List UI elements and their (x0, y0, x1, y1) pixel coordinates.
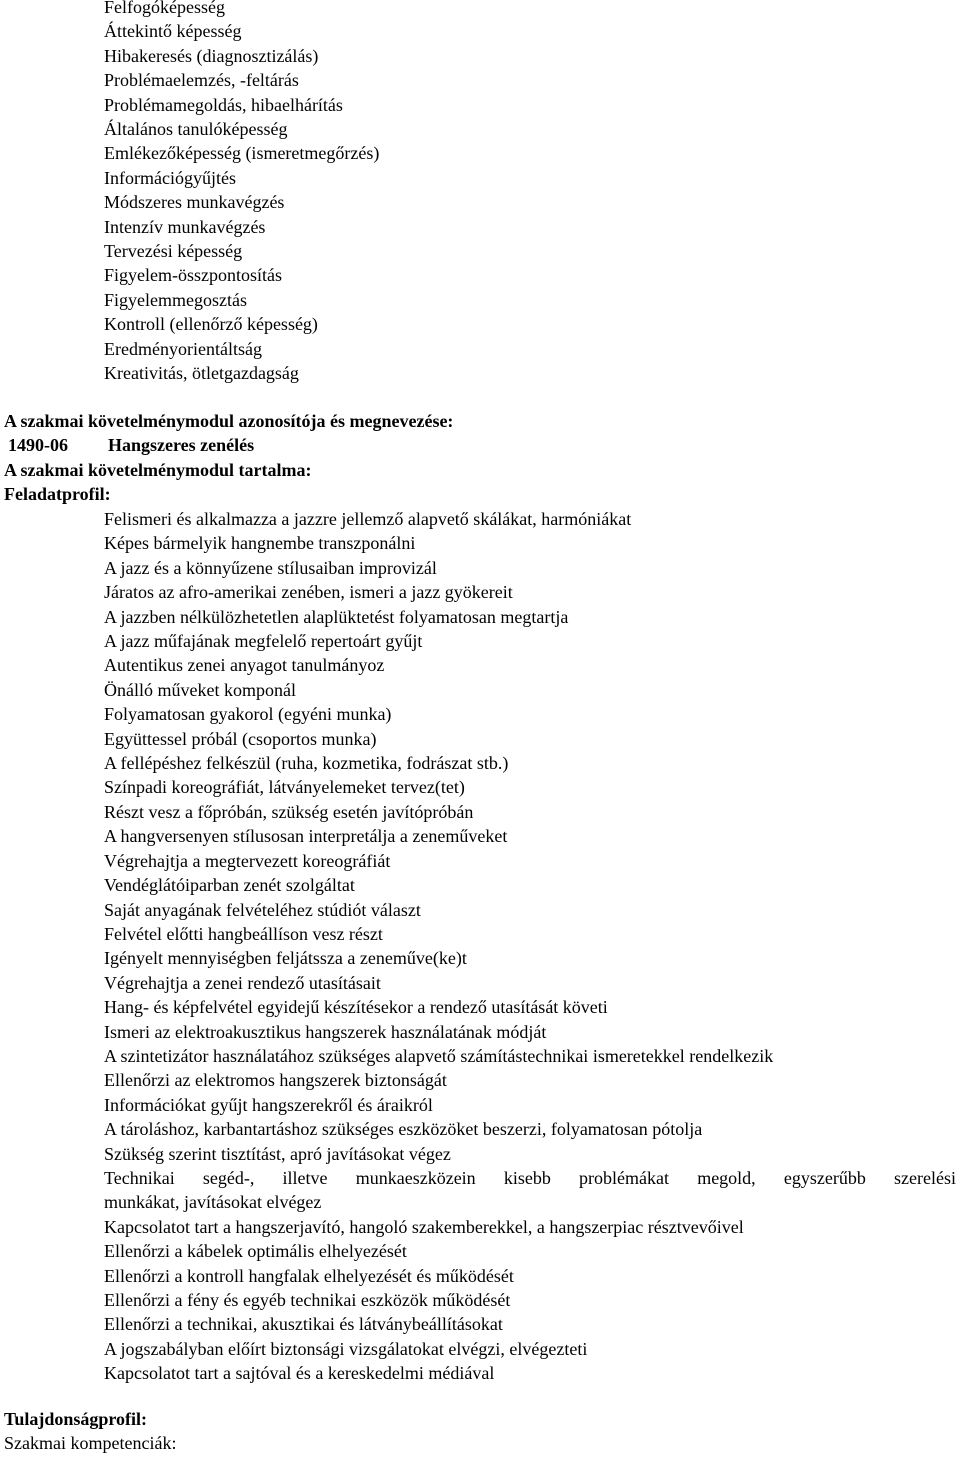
property-profile-section (4, 1407, 176, 1456)
task-item: Ellenőrzi a technikai, akusztikai és látványbeállításokat (104, 1314, 503, 1335)
task-item: Folyamatosan gyakorol (egyéni munka) (104, 704, 392, 725)
ability-item: Információgyűjtés (104, 167, 236, 188)
module-section (4, 409, 453, 482)
task-item: Képes bármelyik hangnembe transzponálni (104, 533, 416, 554)
task-item: Végrehajtja a megtervezett koreográfiát (104, 850, 391, 871)
ability-item: Általános tanulóképesség (104, 119, 288, 140)
task-item: Autentikus zenei anyagot tanulmányoz (104, 655, 385, 676)
task-item: Önálló műveket komponál (104, 679, 296, 700)
task-item: Ellenőrzi az elektromos hangszerek biztonságát (104, 1070, 447, 1091)
task-item: Ellenőrzi a fény és egyéb technikai eszközök működését (104, 1290, 511, 1310)
task-item: Hang- és képfelvétel egyidejű készítésekor a rendező utasítását követi (104, 997, 608, 1018)
task-item: Együttessel próbál (csoportos munka) (104, 728, 377, 749)
ability-item: Eredményorientáltság (104, 338, 262, 359)
module-code: 1490-06 (8, 435, 68, 456)
task-item: A fellépéshez felkészül (ruha, kozmetika, fodrászat stb.) (104, 753, 509, 774)
task-items-group (0, 507, 956, 1166)
task-item: Részt vesz a főpróbán, szükség esetén javítópróbán (104, 801, 474, 822)
ability-item: Felfogóképesség (104, 0, 225, 17)
module-name: Hangszeres zenélés (108, 435, 255, 456)
module-id-row (4, 433, 453, 457)
task-profile-list (0, 507, 956, 1386)
task-item: A jazzben nélkülözhetetlen alaplüktetést folyamatosan megtartja (104, 606, 569, 627)
task-item: Színpadi koreográfiát, látványelemeket tervez(tet) (104, 777, 465, 798)
task-items-group (0, 1215, 956, 1386)
module-id-heading: A szakmai követelménymodul azonosítója és megnevezése: (4, 411, 454, 431)
property-profile-heading: Tulajdonságprofil: (4, 1409, 148, 1429)
ability-item: Hibakeresés (diagnosztizálás) (104, 45, 319, 66)
ability-item: Kreativitás, ötletgazdagság (104, 363, 299, 384)
ability-item: Figyelem-összpontosítás (104, 265, 282, 286)
task-item: A hangversenyen stílusosan interpretálja a zeneműveket (104, 826, 508, 847)
ability-item: Áttekintő képesség (104, 21, 242, 42)
task-item: A jazz műfajának megfelelő repertoárt gyűjt (104, 631, 423, 652)
ability-item: Emlékezőképesség (ismeretmegőrzés) (104, 143, 380, 164)
task-item: Ellenőrzi a kontroll hangfalak elhelyezését és működését (104, 1265, 514, 1286)
ability-item: Tervezési képesség (104, 241, 243, 262)
task-item-wrapped-line1: Technikai segéd-, illetve munkaeszközein kisebb problémákat megold, egyszerűbb szerelési (104, 1167, 956, 1188)
task-item: Igényelt mennyiségben feljátssza a zeneműve(ke)t (104, 948, 467, 969)
task-item: A jazz és a könnyűzene stílusaiban improvizál (104, 557, 437, 578)
task-profile-heading: Feladatprofil: (4, 484, 111, 504)
task-item: Végrehajtja a zenei rendező utasításait (104, 972, 381, 993)
module-content-heading: A szakmai követelménymodul tartalma: (4, 459, 312, 480)
task-item: Felvétel előtti hangbeállíson vesz részt (104, 923, 383, 944)
task-item: Kapcsolatot tart a sajtóval és a kereskedelmi médiával (104, 1363, 495, 1384)
ability-item: Intenzív munkavégzés (104, 216, 266, 237)
task-item: Saját anyagának felvételéhez stúdiót választ (104, 899, 421, 920)
ability-item: Figyelemmegosztás (104, 289, 247, 310)
task-item: Felismeri és alkalmazza a jazzre jellemző alapvető skálákat, harmóniákat (104, 509, 632, 529)
task-item: Szükség szerint tisztítást, apró javításokat végez (104, 1143, 451, 1164)
task-item: Vendéglátóiparban zenét szolgáltat (104, 875, 355, 896)
ability-item: Módszeres munkavégzés (104, 192, 285, 213)
task-item: Járatos az afro-amerikai zenében, ismeri a jazz gyökereit (104, 582, 513, 603)
task-item-wrapped-line2: munkákat, javításokat elvégez (104, 1192, 322, 1213)
task-item: A jogszabályban előírt biztonsági vizsgálatokat elvégzi, elvégezteti (104, 1338, 588, 1359)
task-item: Ellenőrzi a kábelek optimális elhelyezését (104, 1241, 407, 1262)
ability-item: Kontroll (ellenőrző képesség) (104, 314, 318, 335)
task-item: A tároláshoz, karbantartáshoz szükséges eszközöket beszerzi, folyamatosan pótolja (104, 1119, 703, 1140)
task-item: Ismeri az elektroakusztikus hangszerek használatának módját (104, 1021, 547, 1042)
task-item: Kapcsolatot tart a hangszerjavító, hangoló szakemberekkel, a hangszerpiac résztvevőivel (104, 1216, 744, 1237)
task-item: A szintetizátor használatához szükséges alapvető számítástechnikai ismeretekkel rendelkezik (104, 1045, 774, 1066)
abilities-list (0, 0, 379, 386)
professional-competencies-heading: Szakmai kompetenciák: (4, 1433, 177, 1454)
ability-item: Problémaelemzés, -feltárás (104, 70, 299, 91)
task-item: Információkat gyűjt hangszerekről és áraikról (104, 1094, 433, 1115)
ability-item: Problémamegoldás, hibaelhárítás (104, 94, 343, 115)
